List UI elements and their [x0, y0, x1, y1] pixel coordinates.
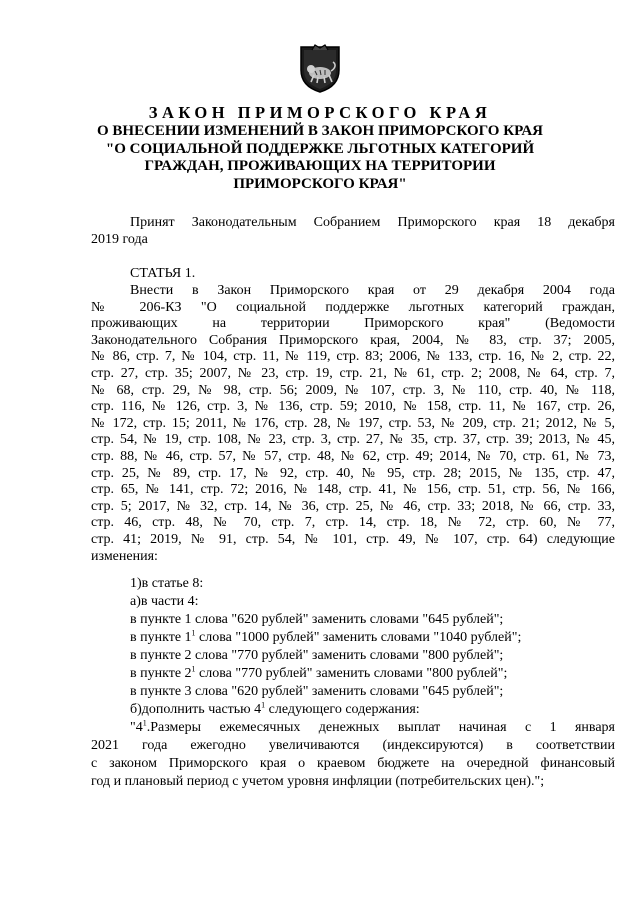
quote-text: .Размеры ежемесячных денежных выплат начиная с 1 января: [146, 720, 615, 735]
body-line: стр. 5; 2017, № 32, стр. 14, № 36, стр. 25, № 46, стр. 33; 2018, № 66, стр. 33,: [91, 498, 615, 514]
article-heading: СТАТЬЯ 1.: [130, 266, 196, 281]
body-line: стр. 65, № 141, стр. 72; 2016, № 148, стр. 41, № 156, стр. 51, стр. 56, № 166,: [91, 482, 615, 498]
superscript: 1: [191, 628, 196, 638]
quoted-text-line: 2021 года ежегодно увеличиваются (индексируются) в соответствии: [91, 738, 615, 753]
quoted-text-line: год и плановый период с учетом уровня инфляции (потребительских цен).";: [91, 774, 545, 789]
subtitle-line: ПРИМОРСКОГО КРАЯ": [233, 175, 407, 192]
amendment-point: [130, 630, 521, 647]
body-line: № 172, стр. 15; 2011, № 176, стр. 28, № 197, стр. 53, № 209, стр. 21; 2012, № 5,: [91, 415, 615, 431]
point-text: слова "1000 рублей" заменить словами "1040 рублей";: [195, 630, 522, 645]
body-line: стр. 25, № 89, стр. 17, № 92, стр. 40, № 95, стр. 28; 2015, № 135, стр. 47,: [91, 465, 615, 481]
point-text: слова "770 рублей" заменить словами "800 рублей";: [195, 666, 508, 681]
body-line: стр. 41; 2019, № 91, стр. 54, № 101, стр. 49, № 107, стр. 64) следующие: [91, 532, 615, 547]
body-line: Внести в Закон Приморского края от 29 декабря 2004 года: [130, 283, 615, 298]
body-line: стр. 27, стр. 35; 2007, № 23, стр. 19, стр. 21, № 61, стр. 2; 2008, № 64, стр. 7,: [91, 366, 615, 381]
law-title: ЗАКОН ПРИМОРСКОГО КРАЯ: [148, 103, 492, 122]
superscript: 1: [142, 718, 147, 728]
body-line: № 86, стр. 7, № 104, стр. 11, № 119, стр. 83; 2006, № 133, стр. 16, № 2, стр. 22,: [91, 349, 615, 365]
superscript: 1: [261, 700, 266, 710]
body-line: стр. 88, № 46, стр. 57, № 57, стр. 48, № 62, стр. 49; 2014, № 70, стр. 61, № 73,: [91, 449, 615, 464]
law-subtitle: [40, 123, 600, 193]
adopted-line: Принят Законодательным Собранием Приморского края 18 декабря: [130, 215, 615, 230]
superscript: 1: [191, 664, 196, 674]
quote-text: "4: [130, 720, 143, 735]
point-text: в пункте 1: [130, 630, 192, 645]
amendment-item: [130, 702, 420, 719]
amendment-point: [130, 666, 507, 683]
body-line: № 68, стр. 29, № 98, стр. 56; 2009, № 107, стр. 3, № 110, стр. 40, № 118,: [91, 382, 615, 398]
body-line: стр. 46, стр. 48, № 70, стр. 7, стр. 14, стр. 18, № 72, стр. 60, № 77,: [91, 515, 615, 531]
quoted-text-line: с законом Приморского края о краевом бюджете на очередной финансовый: [91, 756, 615, 771]
amendment-item: 1)в статье 8:: [130, 576, 204, 591]
point-text: в пункте 2: [130, 666, 192, 681]
amendment-point: в пункте 1 слова "620 рублей" заменить словами "645 рублей";: [130, 612, 504, 627]
body-line: изменения:: [91, 548, 158, 564]
primorsky-coat-of-arms-icon: [298, 44, 342, 94]
quoted-text-line: [130, 720, 615, 737]
body-line: проживающих на территории Приморского края" (Ведомости: [91, 316, 615, 332]
subtitle-line: "О СОЦИАЛЬНОЙ ПОДДЕРЖКЕ ЛЬГОТНЫХ КАТЕГОРИЙ: [105, 140, 535, 157]
amendment-point: в пункте 2 слова "770 рублей" заменить словами "800 рублей";: [130, 648, 504, 663]
body-line: № 206-КЗ "О социальной поддержке льготных категорий граждан,: [91, 299, 615, 315]
amendment-item: а)в части 4:: [130, 594, 199, 609]
point-text: следующего содержания:: [265, 702, 420, 717]
subtitle-line: ГРАЖДАН, ПРОЖИВАЮЩИХ НА ТЕРРИТОРИИ: [144, 158, 496, 174]
subtitle-line: О ВНЕСЕНИИ ИЗМЕНЕНИЙ В ЗАКОН ПРИМОРСКОГО КРАЯ: [97, 123, 543, 139]
amendment-point: в пункте 3 слова "620 рублей" заменить словами "645 рублей";: [130, 684, 504, 699]
adopted-line: 2019 года: [91, 232, 148, 247]
body-line: стр. 54, № 19, стр. 108, № 23, стр. 3, стр. 27, № 35, стр. 37, стр. 39; 2013, № 45,: [91, 432, 615, 448]
point-text: б)дополнить частью 4: [130, 702, 262, 717]
body-line: стр. 116, № 126, стр. 3, № 136, стр. 59; 2010, № 158, стр. 11, № 167, стр. 26,: [91, 399, 615, 415]
body-line: Законодательного Собрания Приморского края, 2004, № 83, стр. 37; 2005,: [91, 332, 615, 348]
